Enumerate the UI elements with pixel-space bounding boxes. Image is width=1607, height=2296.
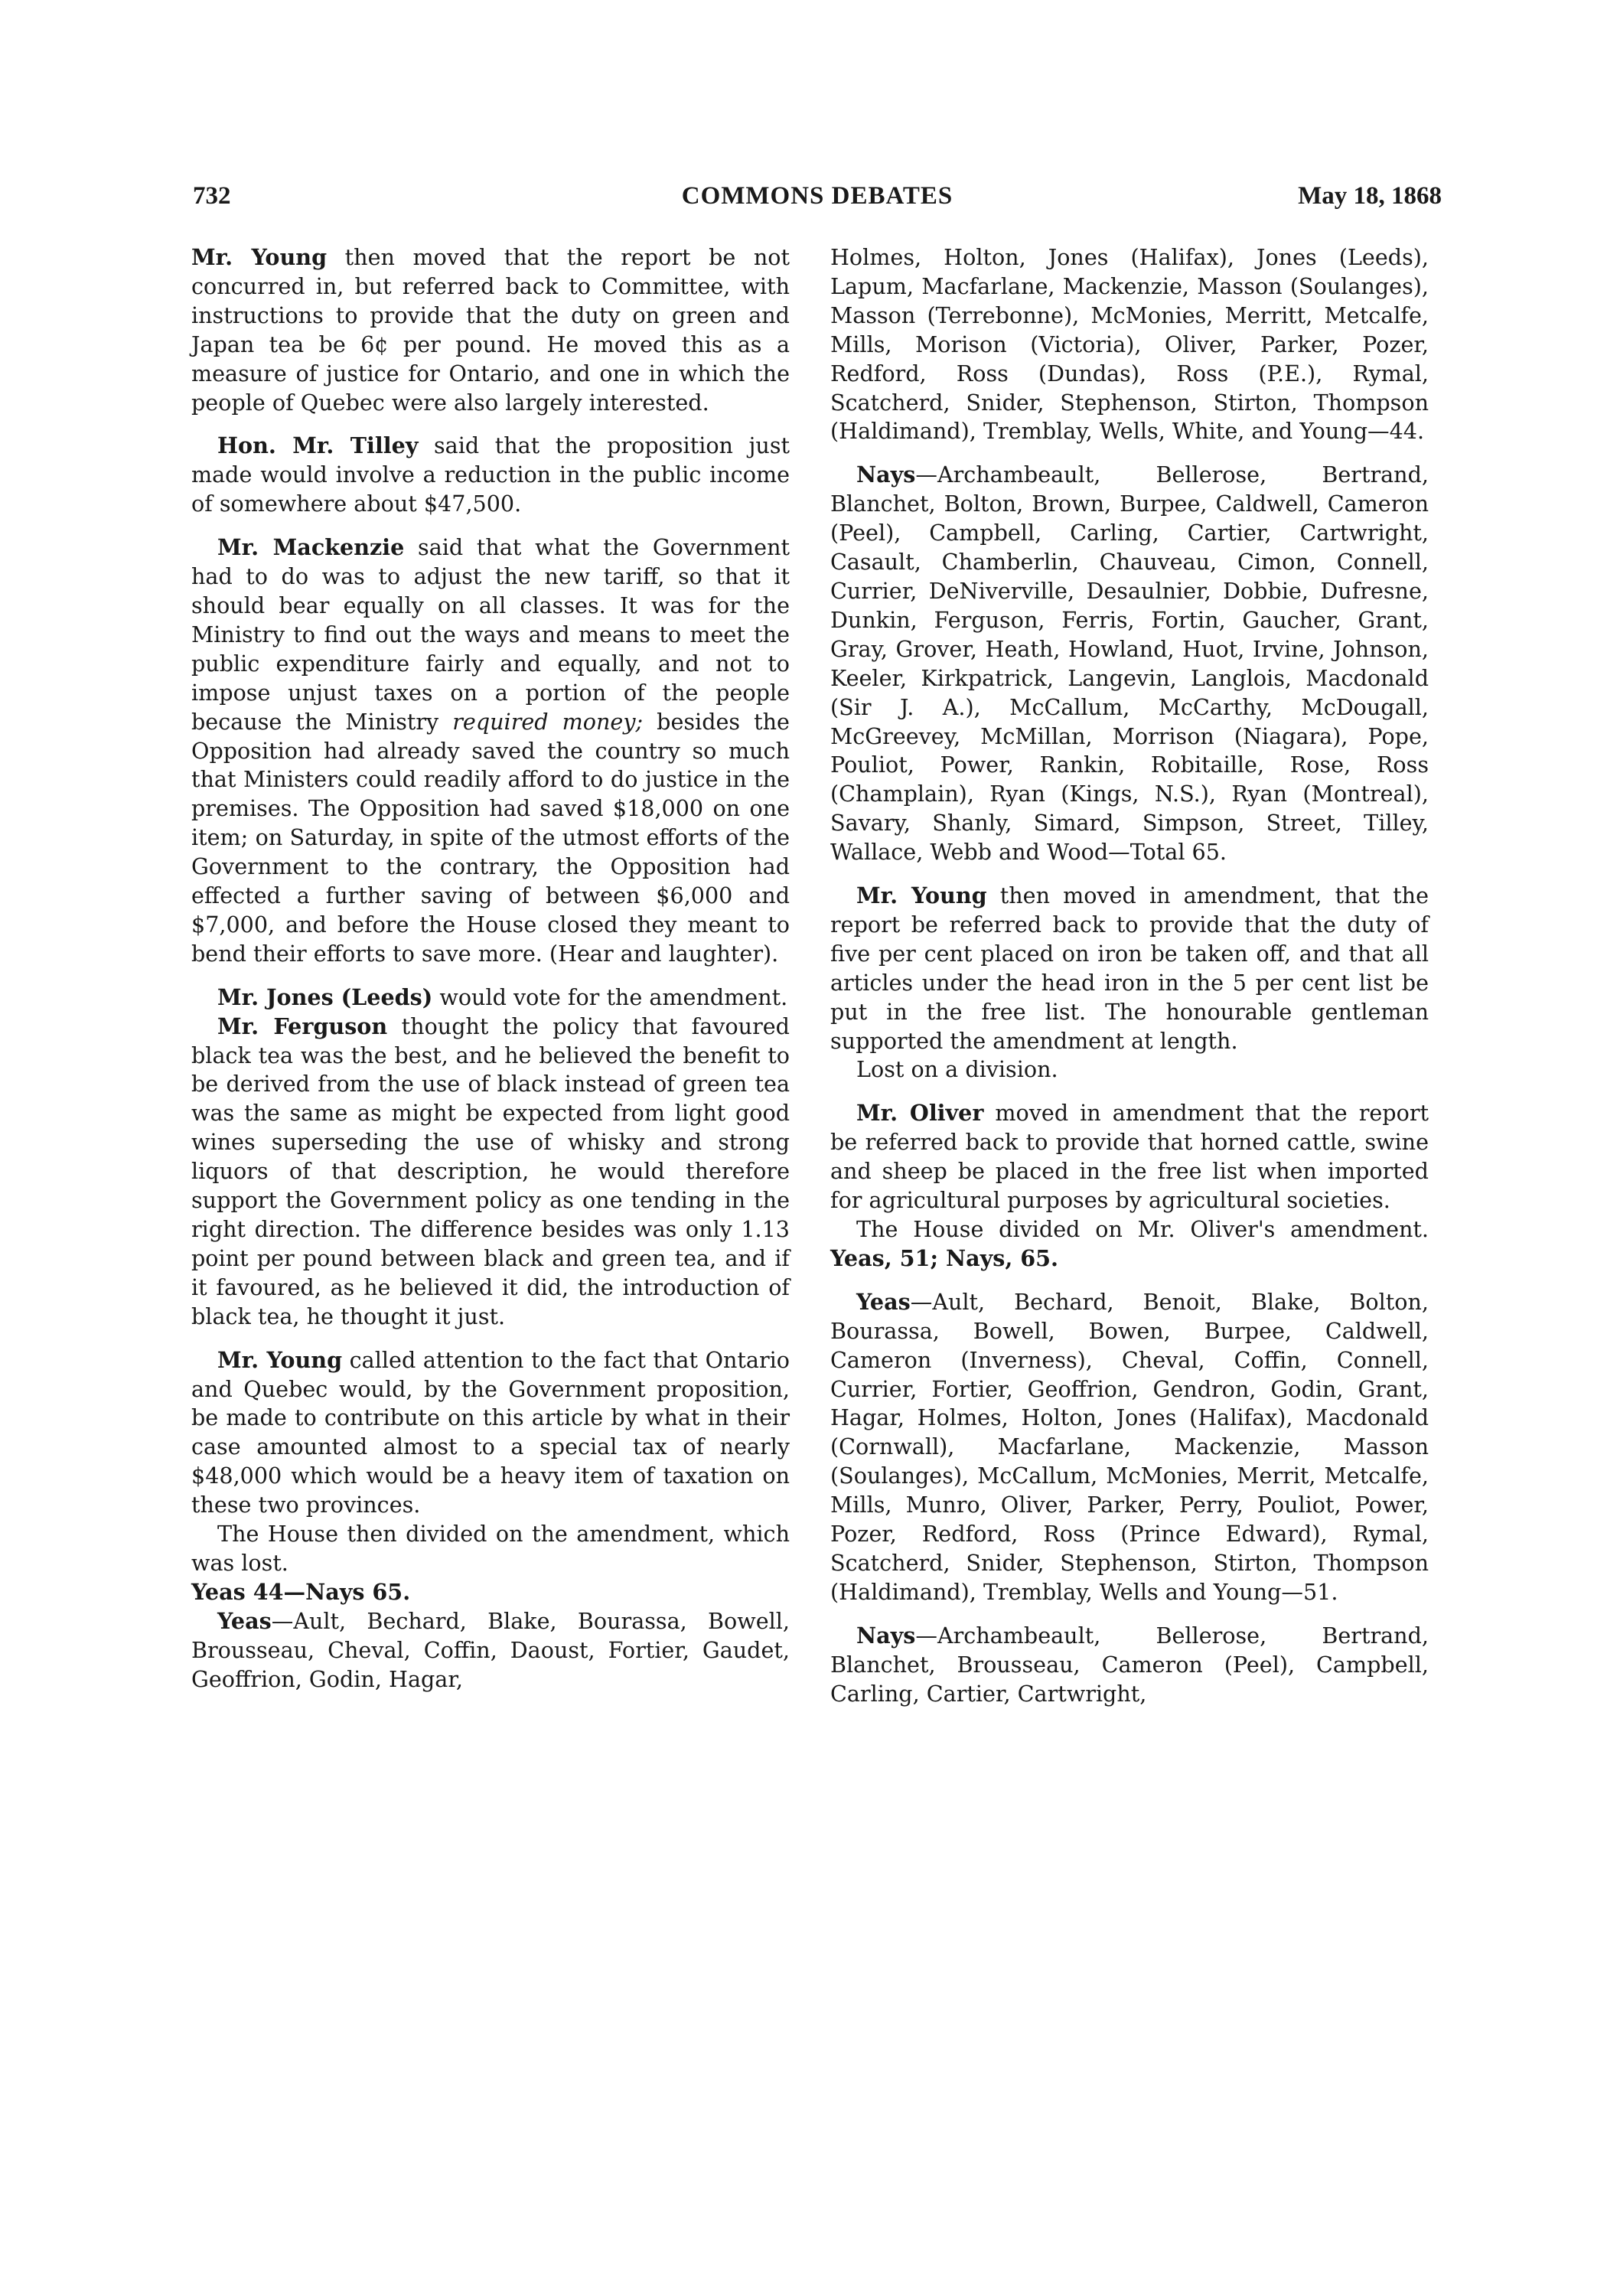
paragraph [830,1099,1429,1215]
vote-list [830,1288,1429,1607]
speech-text: thought the policy that favoured black tea was the best, and he believed the benefit to be derived from the use of black instead of green tea was the same as might be expected from light good wines superseding the use of whisky and strong liquors of that description, he would therefore support the Government policy as one tending in the right direction. The difference besides was only 1.13 point per pound between black and green tea, and if it favoured, as he believed it did, the introduction of black tea, he thought it just. [191,1013,790,1329]
speaker-name: Mr. Jones (Leeds) [217,983,433,1010]
paragraph: The House then divided on the amendment, which was lost. [191,1521,790,1576]
page-date: May 18, 1868 [1298,182,1442,210]
paragraph [830,882,1429,1055]
paragraph: Lost on a division. [856,1056,1058,1083]
right-column [830,243,1429,1709]
paragraph [191,983,790,1013]
vote-label: Nays [856,1622,916,1649]
speech-text: then moved that the report be not concurred in, but referred back to Committee, with instructions to provide that the duty on green and Japan tea be 6¢ per pound. He moved this as a measure of justice for Ontario, and one in which the people of Quebec were also largely interested. [191,244,790,416]
speech-text: moved in amendment that the report be referred back to provide that horned cattle, swine and sheep be placed in the free list when imported for agricultural purposes by agricultural societies. [830,1100,1429,1214]
vote-names: —Ault, Bechard, Benoit, Blake, Bolton, Bourassa, Bowell, Bowen, Burpee, Caldwell, Cameron (Inverness), Cheval, Coffin, Connell, Currier, Fortier, Geoffrion, Gendron, Godin, Grant, Hagar, Holmes, Holton, Jones (Halifax), Macdonald (Cornwall), Macfarlane, Mackenzie, Masson (Soulanges), McCallum, McMonies, Merrit, Metcalfe, Mills, Munro, Oliver, Parker, Perry, Pouliot, Power, Pozer, Redford, Ross (Prince Edward), Rymal, Scatcherd, Snider, Stephenson, Stirton, Thompson (Haldimand), Tremblay, Wells and Young—51. [830,1288,1429,1605]
speech-text: said that the proposition just made would involve a reduction in the public income of somewhere about $47,500. [191,432,790,517]
vote-list [830,1622,1429,1709]
speech-text: The House divided on Mr. Oliver's amendment. [856,1216,1429,1242]
vote-list [830,461,1429,867]
vote-label: Nays [856,461,916,488]
vote-tally-heading: Yeas 44—Nays 65. [191,1578,411,1605]
left-column [191,243,790,1694]
vote-names: —Archambeault, Bellerose, Bertrand, Blanchet, Brousseau, Cameron (Peel), Campbell, Carling, Cartier, Cartwright, [830,1622,1429,1707]
paragraph [191,1013,790,1332]
paragraph [830,1215,1429,1274]
speech-italic: required money; [452,708,644,735]
speaker-name: Mr. Young [856,882,987,909]
running-title: COMMONS DEBATES [681,182,953,210]
speech-text: called attention to the fact that Ontario and Quebec would, by the Government proposition, be made to contribute on this article by what in their case amounted almost to a special tax of nearly $48,000 which would be a heavy item of taxation on these two provinces. [191,1346,790,1518]
speech-text: then moved in amendment, that the report be referred back to provide that the duty of five per cent placed on iron be taken off, and that all articles under the head iron in the 5 per cent list be put in the free list. The honourable gentleman supported the amendment at length. [830,882,1429,1054]
vote-list: Holmes, Holton, Jones (Halifax), Jones (Leeds), Lapum, Macfarlane, Mackenzie, Masson (Soulanges), Masson (Terrebonne), McMonies, Merritt, Metcalfe, Mills, Morison (Victoria), Oliver, Parker, Pozer, Redford, Ross (Dundas), Ross (P.E.), Rymal, Scatcherd, Snider, Stephenson, Stirton, Thompson (Haldimand), Tremblay, Wells, White, and Young—44. [830,244,1429,445]
speaker-name: Mr. Oliver [856,1100,984,1127]
paragraph [191,243,790,417]
speaker-name: Mr. Mackenzie [217,534,405,561]
paragraph [191,533,790,969]
page-number: 732 [193,182,231,210]
vote-label: Yeas [217,1607,272,1634]
speaker-name: Mr. Young [217,1346,343,1373]
speaker-name: Mr. Ferguson [217,1013,388,1039]
vote-label: Yeas [856,1288,911,1315]
speech-text: said that what the Government had to do was to adjust the new tariff, so that it should bear equally on all classes. It was for the Ministry to find out the ways and means to meet the public expenditure fairly and equally, and not to impose unjust taxes on a portion of the people because the Ministry [191,534,790,735]
vote-names: —Archambeault, Bellerose, Bertrand, Blanchet, Bolton, Brown, Burpee, Caldwell, Cameron (Peel), Campbell, Carling, Cartier, Cartwright, Casault, Chamberlin, Chauveau, Cimon, Connell, Currier, DeNiverville, Desaulnier, Dobbie, Dufresne, Dunkin, Ferguson, Ferris, Fortin, Gaucher, Grant, Gray, Grover, Heath, Howland, Huot, Irvine, Johnson, Keeler, Kirkpatrick, Langevin, Langlois, Macdonald (Sir J. A.), McCallum, McCarthy, McDougall, McGreevey, McMillan, Morrison (Niagara), Pope, Pouliot, Power, Rankin, Robitaille, Rose, Ross (Champlain), Ryan (Kings, N.S.), Ryan (Montreal), Savary, Shanly, Simard, Simpson, Street, Tilley, Wallace, Webb and Wood—Total 65. [830,461,1429,866]
vote-list [191,1607,790,1694]
paragraph [191,1346,790,1520]
vote-names: —Ault, Bechard, Blake, Bourassa, Bowell, Brousseau, Cheval, Coffin, Daoust, Fortier, Gaudet, Geoffrion, Godin, Hagar, [191,1607,790,1692]
speech-text: besides the Opposition had already saved the country so much that Ministers could readily afford to do justice in the premises. The Opposition had saved $18,000 on one item; on Saturday, in spite of the utmost efforts of the Government to the contrary, the Opposition had effected a further saving of between $6,000 and $7,000, and before the House closed they meant to bend their efforts to save more. (Hear and laughter). [191,708,790,967]
speech-text: would vote for the amendment. [432,983,788,1010]
speaker-name: Hon. Mr. Tilley [217,432,419,459]
vote-tally: Yeas, 51; Nays, 65. [830,1244,1058,1271]
paragraph [191,432,790,519]
speaker-name: Mr. Young [191,244,328,270]
page-header [193,182,1442,220]
